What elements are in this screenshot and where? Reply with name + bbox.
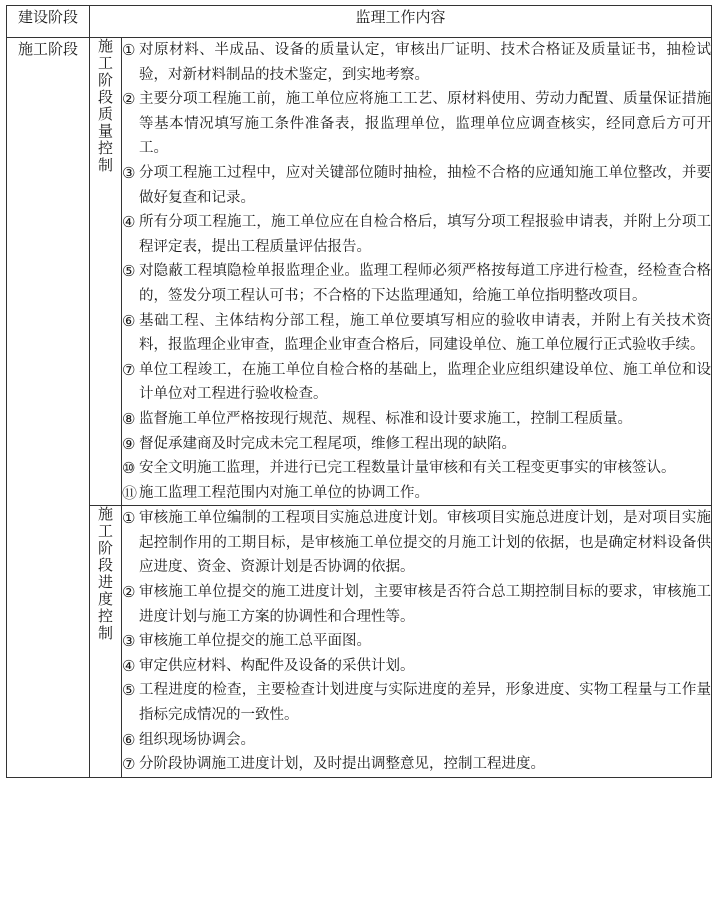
header-content: 监理工作内容 [90, 6, 712, 38]
table-header-row [7, 6, 712, 38]
item-text: 主要分项工程施工前，施工单位应将施工工艺、原材料使用、劳动力配置、质量保证措施等基本情况填写施工条件准备表，报监理单位，监理单位应调查核实，经同意后方可开工。 [139, 91, 712, 157]
item-text: 督促承建商及时完成未完工程尾项，维修工程出现的缺陷。 [139, 435, 516, 452]
item-text: 基础工程、主体结构分部工程，施工单位要填写相应的验收申请表，并附上有关技术资料，报监理企业审查，监理企业审查合格后，同建设单位、施工单位履行正式验收手续。 [139, 312, 712, 354]
list-item [122, 629, 711, 654]
quality-control-content [122, 38, 712, 506]
item-number: ⑥ [122, 311, 136, 330]
item-number: ① [122, 509, 136, 528]
list-item [122, 752, 711, 777]
item-number: ① [122, 41, 136, 59]
list-item [122, 210, 711, 259]
item-number: ② [122, 90, 136, 109]
item-number: ⑦ [122, 360, 136, 379]
item-text: 审核施工单位提交的施工进度计划，主要审核是否符合总工期控制目标的要求，审核施工进度计划与施工方案的协调性和合理性等。 [139, 584, 712, 625]
item-number: ④ [122, 656, 136, 675]
list-item [122, 481, 711, 506]
list-item [122, 654, 711, 679]
item-number: ⑪ [122, 483, 138, 502]
quality-control-row [7, 38, 712, 506]
item-text: 审定供应材料、构配件及设备的采供计划。 [139, 657, 415, 674]
list-item [122, 161, 711, 210]
item-text: 所有分项工程施工，施工单位应在自检合格后，填写分项工程报验申请表，并附上分项工程评定表，提出工程质量评估报告。 [139, 214, 712, 255]
section-label-cell [90, 506, 122, 778]
item-number: ⑩ [122, 459, 136, 478]
quality-control-label: 施工阶段质量控制 [97, 37, 113, 174]
item-number: ⑨ [122, 434, 136, 453]
item-text: 施工监理工程范围内对施工单位的协调工作。 [139, 484, 429, 501]
item-text: 监督施工单位严格按现行规范、规程、标准和设计要求施工，控制工程质量。 [139, 410, 632, 427]
item-number: ④ [122, 213, 136, 232]
item-text: 对原材料、半成品、设备的质量认定，审核出厂证明、技术合格证及质量证书，抽检试验，对新材料制品的技术鉴定，到实地考察。 [139, 42, 712, 83]
section-label-cell [90, 38, 122, 506]
item-text: 分阶段协调施工进度计划，及时提出调整意见，控制工程进度。 [139, 756, 545, 773]
item-number: ⑤ [122, 262, 136, 281]
progress-control-content [122, 506, 712, 778]
list-item [122, 358, 711, 407]
item-number: ⑦ [122, 755, 136, 774]
item-number: ② [122, 583, 136, 602]
list-item [122, 678, 711, 727]
header-stage: 建设阶段 [7, 6, 90, 38]
item-text: 单位工程竣工，在施工单位自检合格的基础上，监理企业应组织建设单位、施工单位和设计单位对工程进行验收检查。 [139, 361, 712, 403]
item-text: 分项工程施工过程中，应对关键部位随时抽检，抽检不合格的应通知施工单位整改，并要做好复查和记录。 [139, 164, 712, 206]
list-item [122, 728, 711, 753]
item-number: ⑥ [122, 730, 136, 749]
item-number: ⑤ [122, 681, 136, 700]
item-text: 对隐蔽工程填隐检单报监理企业。监理工程师必须严格按每道工序进行检查，经检查合格的，签发分项工程认可书；不合格的下达监理通知，给施工单位指明整改项目。 [139, 263, 712, 304]
list-item [122, 456, 711, 481]
item-number: ③ [122, 632, 136, 651]
item-text: 工程进度的检查，主要检查计划进度与实际进度的差异，形象进度、实物工程量与工作量指标完成情况的一致性。 [139, 682, 712, 724]
list-item [122, 407, 711, 432]
item-text: 审核施工单位提交的施工总平面图。 [139, 633, 371, 650]
list-item [122, 580, 711, 629]
item-number: ③ [122, 163, 136, 182]
list-item [122, 309, 711, 358]
item-text: 安全文明施工监理，并进行已完工程数量计量审核和有关工程变更事实的审核签认。 [139, 460, 676, 477]
item-text: 组织现场协调会。 [139, 731, 255, 748]
list-item [122, 506, 711, 580]
progress-control-label: 施工阶段进度控制 [97, 505, 113, 643]
item-number: ⑧ [122, 409, 136, 428]
list-item [122, 87, 711, 161]
progress-control-row [7, 506, 712, 778]
item-text: 审核施工单位编制的工程项目实施总进度计划。审核项目实施总进度计划，是对项目实施起控制作用的工期目标，是审核施工单位提交的月施工计划的依据，也是确定材料设备供应进度、资金、资源计划是否协调的依据。 [139, 510, 712, 576]
list-item [122, 38, 711, 87]
list-item [122, 259, 711, 308]
supervision-table [6, 5, 712, 778]
list-item [122, 432, 711, 457]
stage-cell: 施工阶段 [7, 38, 90, 778]
